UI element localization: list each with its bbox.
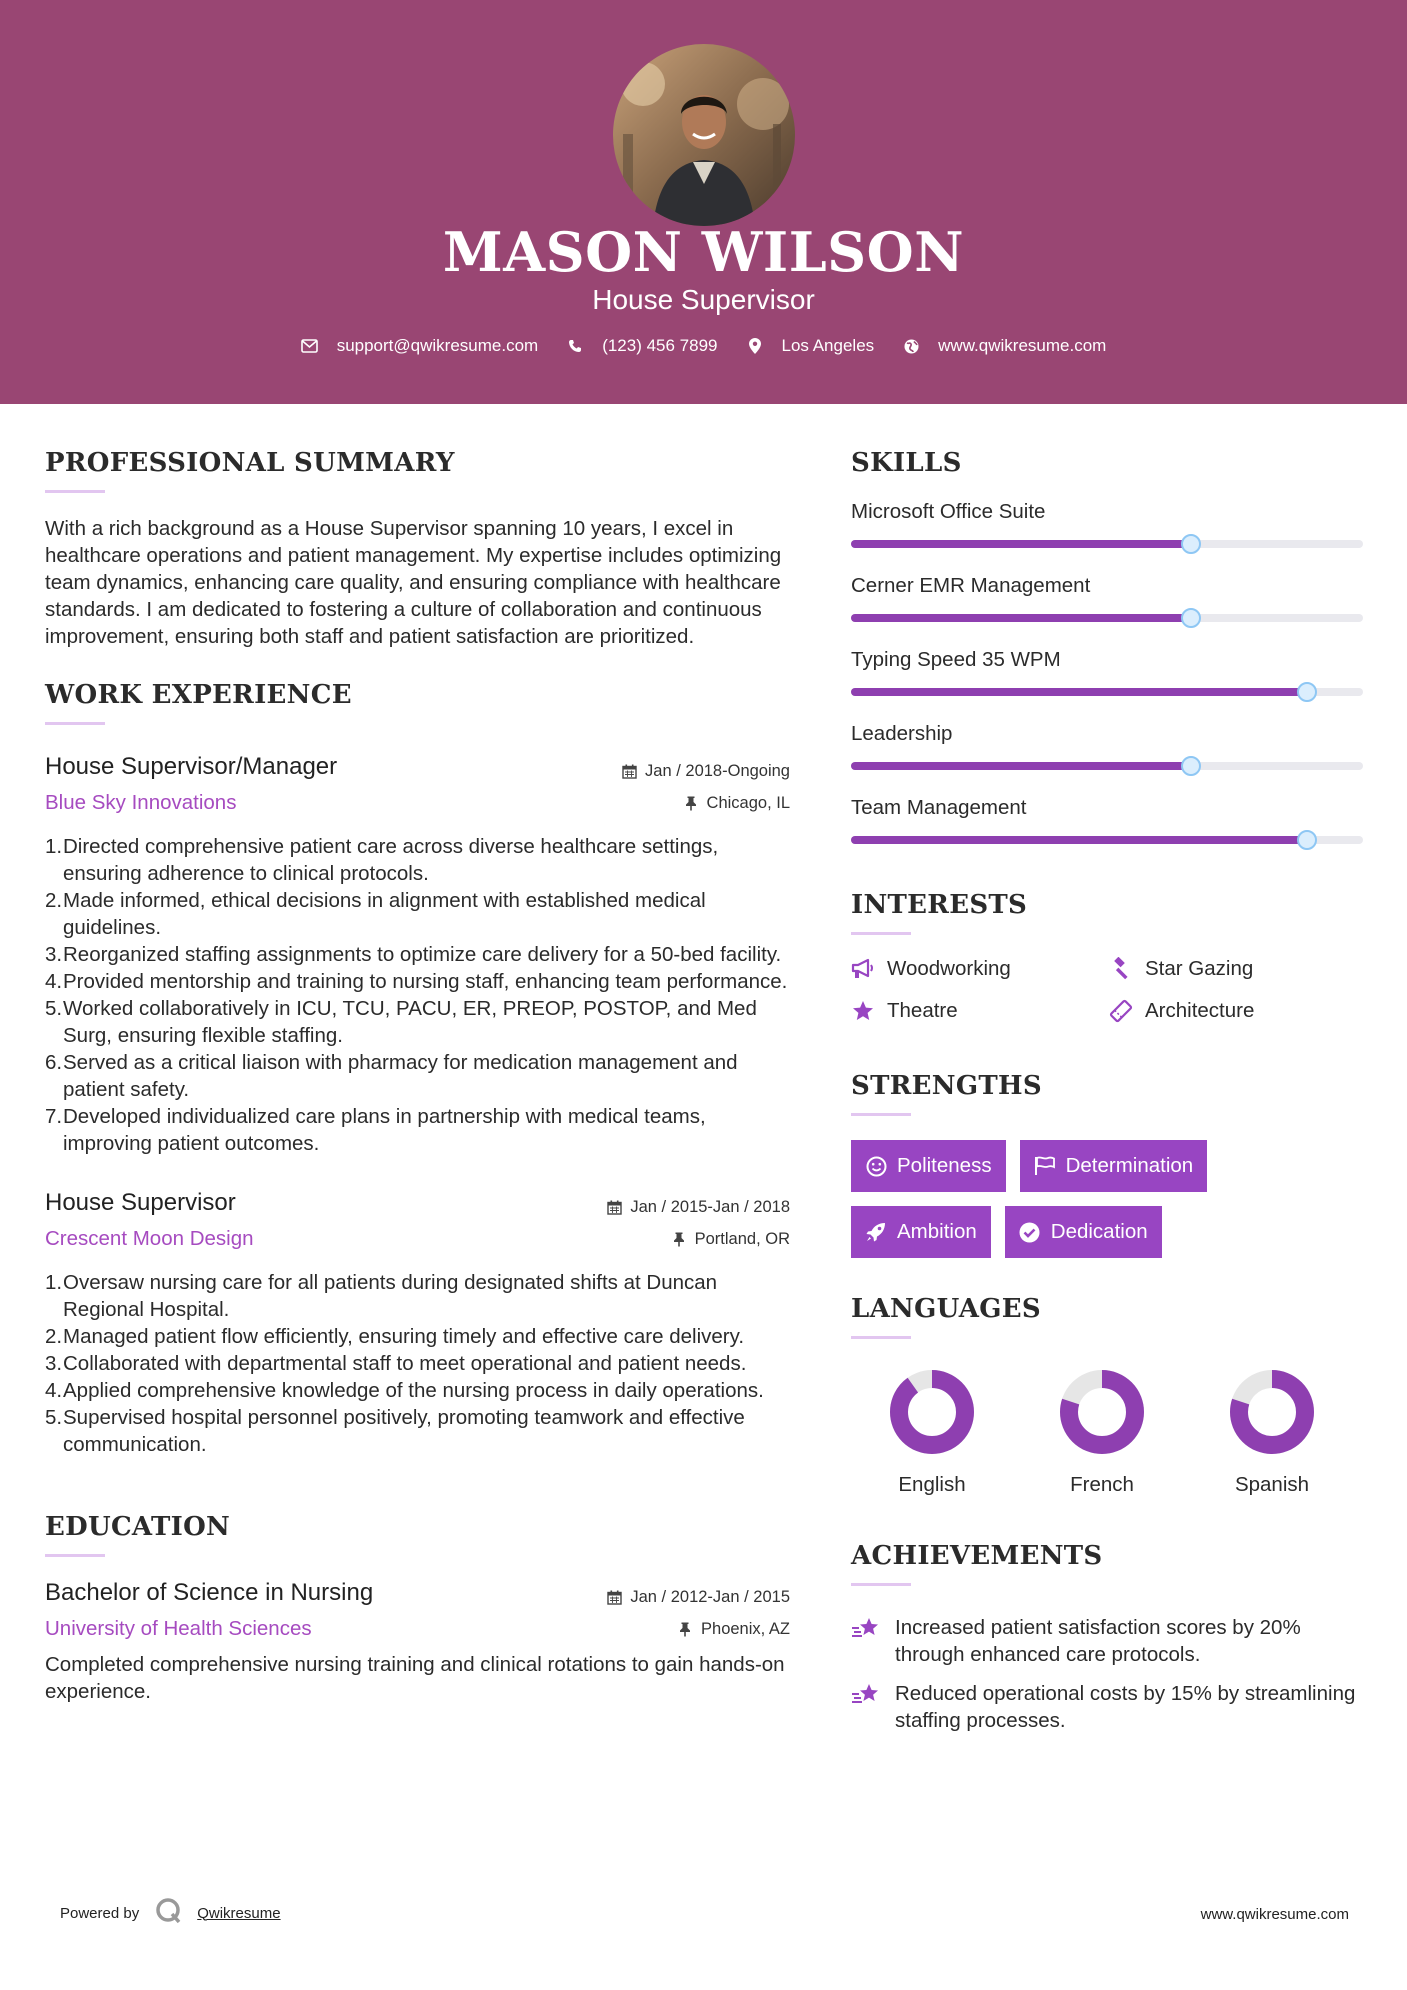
interest-label: Woodworking [887,957,1011,980]
gavel-icon [1109,957,1133,981]
interests-list [851,957,1363,1023]
language-item [1187,1369,1357,1497]
job-date [606,1198,790,1217]
list-item: 5. Supervised hospital personnel positively, promoting teamwork and effective communication. [45,1406,745,1456]
job-location-text: Portland, OR [694,1229,790,1248]
skill-bar-fill [851,614,1191,622]
job-location [671,1230,790,1249]
pushpin-icon [683,795,699,811]
language-level-ring [889,1369,975,1455]
calendar-icon [606,1590,622,1606]
header-banner [0,0,1407,404]
education-location [677,1620,790,1639]
language-name: English [898,1473,966,1496]
interest-item [851,999,1109,1023]
map-pin-icon [746,337,764,355]
job-company[interactable]: Blue Sky Innovations [45,791,237,814]
interest-item [1109,999,1359,1023]
strength-label: Determination [1065,1154,1194,1177]
section-divider [45,490,105,493]
achievements-list [851,1614,1363,1734]
qwikresume-link[interactable]: Qwikresume [197,1904,281,1922]
contact-website-text: www.qwikresume.com [938,336,1107,355]
list-item: 6. Served as a critical liaison with pharmacy for medication management and patient safety. [45,1051,738,1101]
education-location-text: Phoenix, AZ [701,1619,790,1638]
section-divider [851,932,911,935]
smile-icon [865,1155,887,1177]
contact-email[interactable] [301,336,539,356]
candidate-name: MASON WILSON [442,220,965,284]
education-description: Completed comprehensive nursing training and clinical rotations to gain hands-on experience. [45,1653,785,1703]
list-item: 1. Directed comprehensive patient care across diverse healthcare settings, ensuring adherence to clinical protocols. [45,835,719,885]
degree-name: Bachelor of Science in Nursing [45,1579,374,1606]
footer-website[interactable]: www.qwikresume.com [1200,1906,1349,1923]
summary-text: With a rich background as a House Supervisor spanning 10 years, I excel in healthcare operations and patient management. My expertise includes optimizing team dynamics, enhancing care quality, and ensuring compliance with healthcare standards. I am dedicated to fostering a culture of collaboration and continuous improvement, ensuring both staff and patient satisfaction are prioritized. [45,517,782,648]
strengths-heading: STRENGTHS [851,1071,1042,1101]
strengths-list [851,1140,1271,1258]
strength-chip [851,1206,991,1258]
section-divider [851,1113,911,1116]
list-item: 4. Provided mentorship and training to nursing staff, enhancing team performance. [45,970,788,993]
skills-section [851,448,1363,844]
language-name: French [1070,1473,1134,1496]
skill-slider-knob[interactable] [1181,608,1201,628]
job-bullets [45,833,790,1157]
job-date-text: Jan / 2015-Jan / 2018 [630,1198,790,1216]
skill-name: Microsoft Office Suite [851,500,1046,523]
strength-chip [851,1140,1006,1192]
strength-label: Ambition [897,1220,977,1243]
skill-bar-fill [851,836,1307,844]
job-entry [45,753,790,1157]
candidate-title: House Supervisor [592,284,815,315]
education-section [45,1512,790,1705]
skill-name: Cerner EMR Management [851,574,1091,597]
powered-by-text: Powered by [60,1904,140,1922]
skill-bar [851,614,1363,622]
profile-photo [613,44,795,226]
language-item [1017,1369,1187,1497]
left-column [45,448,790,1705]
skill-bar-fill [851,540,1191,548]
achievements-section [851,1541,1363,1734]
skill-slider-knob[interactable] [1181,534,1201,554]
languages-heading: LANGUAGES [851,1294,1041,1324]
skill-bar [851,762,1363,770]
job-location [683,794,790,813]
section-divider [45,1554,105,1557]
strengths-section [851,1071,1363,1258]
experience-section [45,680,790,1458]
languages-section [851,1294,1363,1497]
job-date-text: Jan / 2018-Ongoing [645,762,790,780]
contact-location-text: Los Angeles [781,336,875,355]
interests-heading: INTERESTS [851,890,1028,920]
achievements-heading: ACHIEVEMENTS [851,1541,1103,1571]
language-name: Spanish [1234,1473,1310,1496]
contact-location [746,336,875,356]
language-level-ring [1229,1369,1315,1455]
list-item: 3. Reorganized staffing assignments to optimize care delivery for a 50-bed facility. [45,943,782,966]
section-divider [851,1336,911,1339]
job-location-text: Chicago, IL [706,793,790,812]
interest-item [851,957,1109,981]
skills-list [851,500,1363,844]
calendar-icon [621,764,637,780]
job-role: House Supervisor [45,1189,236,1216]
experience-heading: WORK EXPERIENCE [45,680,352,710]
phone-icon [566,337,584,355]
section-divider [851,1583,911,1586]
job-date [621,762,790,781]
languages-list [851,1369,1363,1497]
school-name[interactable]: University of Health Sciences [45,1617,312,1640]
skill-item [851,722,1363,770]
job-company[interactable]: Crescent Moon Design [45,1227,254,1250]
skill-slider-knob[interactable] [1297,682,1317,702]
skill-name: Team Management [851,796,1027,819]
list-item: 2. Managed patient flow efficiently, ensuring timely and effective care delivery. [45,1325,745,1348]
skill-item [851,500,1363,548]
skill-bar-fill [851,688,1307,696]
flag-icon [1034,1155,1056,1177]
interest-label: Architecture [1145,999,1255,1022]
list-item: 2. Made informed, ethical decisions in alignment with established medical guidelines. [45,889,706,939]
contact-bar [0,336,1407,356]
strength-label: Politeness [897,1154,992,1177]
strength-chip [1005,1206,1162,1258]
pushpin-icon [677,1621,693,1637]
ticket-icon [1109,999,1133,1023]
strength-label: Dedication [1050,1220,1148,1243]
job-bullets [45,1269,790,1458]
interest-item [1109,957,1359,981]
skill-bar [851,836,1363,844]
contact-email-text: support@qwikresume.com [336,336,539,355]
strength-chip [1020,1140,1208,1192]
list-item: 3. Collaborated with departmental staff to meet operational and patient needs. [45,1352,747,1375]
job-role: House Supervisor/Manager [45,753,338,780]
job-entry [45,1189,790,1458]
skill-item [851,796,1363,844]
list-item: 5. Worked collaboratively in ICU, TCU, PACU, ER, PREOP, POSTOP, and Med Surg, ensuring flexible staffing. [45,997,757,1047]
skill-name: Leadership [851,722,953,745]
qwikresume-logo-icon [155,1897,183,1929]
language-level-ring [1059,1369,1145,1455]
skill-item [851,574,1363,622]
skill-slider-knob[interactable] [1297,830,1317,850]
achievement-item [851,1614,1363,1668]
skill-slider-knob[interactable] [1181,756,1201,776]
list-item: 1. Oversaw nursing care for all patients during designated shifts at Duncan Regional Hospital. [45,1271,718,1321]
achievement-text: Increased patient satisfaction scores by 20% through enhanced care protocols. [895,1616,1301,1666]
section-divider [45,722,105,725]
contact-phone[interactable] [566,336,717,356]
list-item: 7. Developed individualized care plans in partnership with medical teams, improving patient outcomes. [45,1105,706,1155]
list-item: 4. Applied comprehensive knowledge of the nursing process in daily operations. [45,1379,764,1402]
summary-section [45,448,790,650]
contact-website[interactable] [902,336,1106,356]
contact-phone-text: (123) 456 7899 [602,336,718,355]
right-column [851,448,1363,1746]
summary-heading: PROFESSIONAL SUMMARY [45,448,455,478]
skill-item [851,648,1363,696]
interest-label: Star Gazing [1145,957,1254,980]
language-item [847,1369,1017,1497]
shooting-star-icon [851,1682,881,1712]
skill-bar-fill [851,762,1191,770]
education-date-text: Jan / 2012-Jan / 2015 [630,1588,790,1606]
interests-section [851,890,1363,1023]
skill-bar [851,688,1363,696]
education-date [606,1588,790,1607]
education-heading: EDUCATION [45,1512,231,1542]
bullhorn-icon [851,957,875,981]
education-entry [45,1579,790,1705]
calendar-icon [606,1200,622,1216]
star-icon [851,999,875,1023]
globe-icon [902,337,920,355]
envelope-icon [301,337,319,355]
interest-label: Theatre [887,999,958,1022]
footer-powered-by [60,1897,281,1929]
pushpin-icon [671,1231,687,1247]
achievement-text: Reduced operational costs by 15% by streamlining staffing processes. [895,1682,1356,1732]
rocket-icon [865,1221,887,1243]
skill-name: Typing Speed 35 WPM [851,648,1061,671]
skills-heading: SKILLS [851,448,962,478]
skill-bar [851,540,1363,548]
check-circle-icon [1019,1221,1041,1243]
shooting-star-icon [851,1616,881,1646]
achievement-item [851,1680,1363,1734]
